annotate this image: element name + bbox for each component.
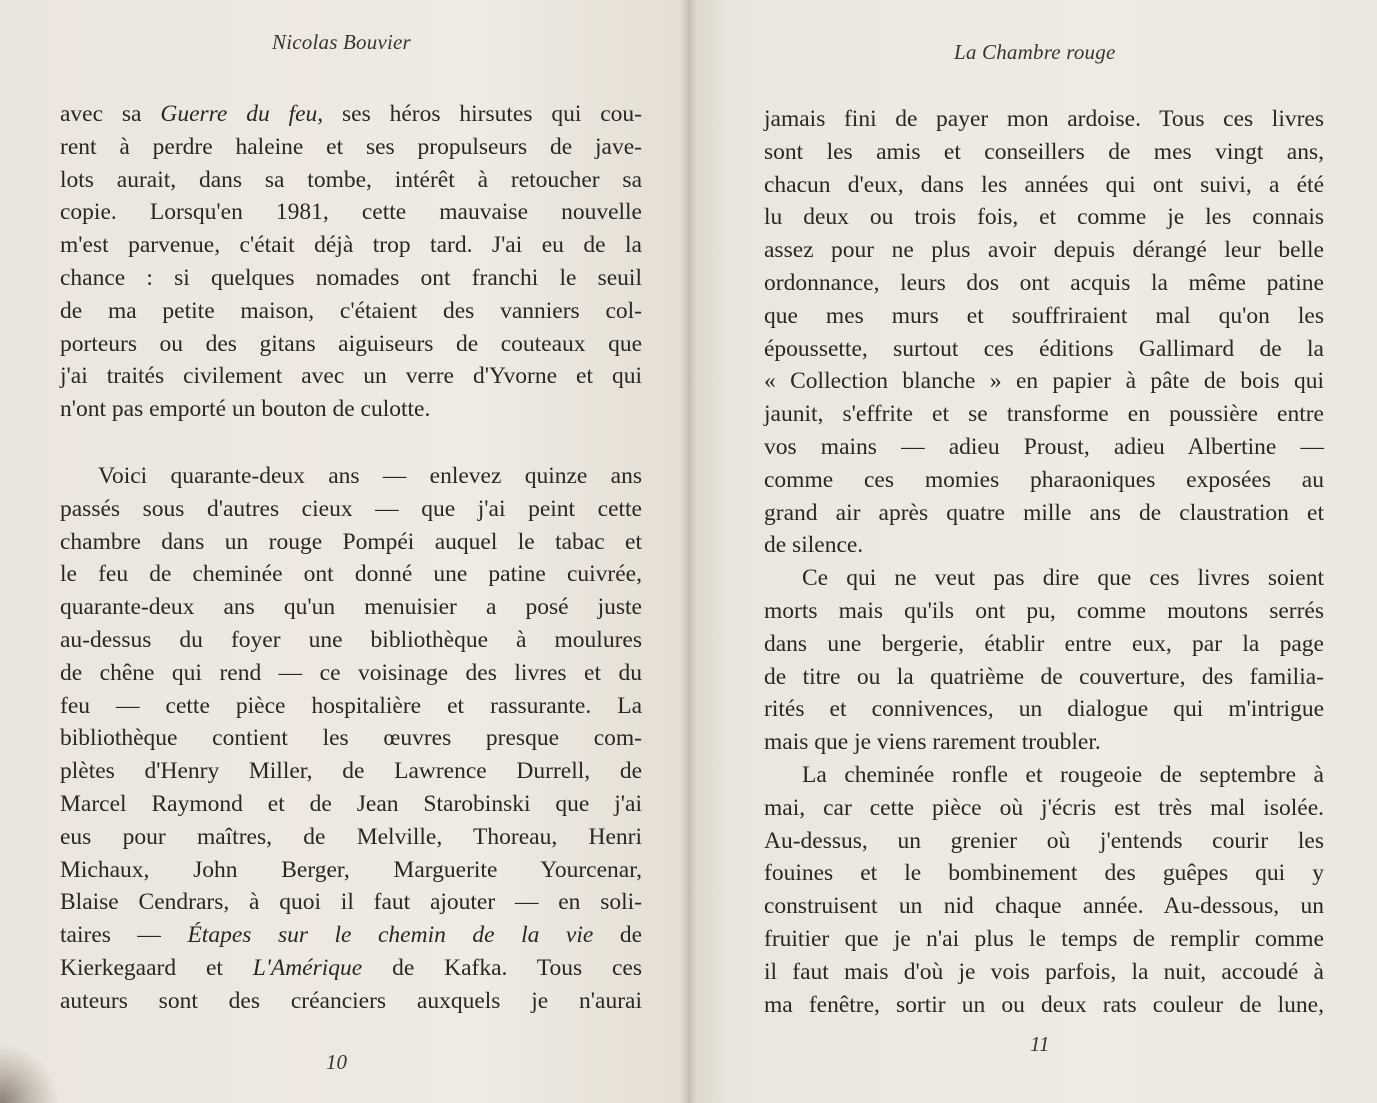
line-text: ma fenêtre, sortir un ou deux rats couleur de lune, — [764, 991, 1324, 1018]
line-text: il faut mais d'où je vois parfois, la nuit, accoudé à — [764, 958, 1324, 985]
text-line — [60, 624, 642, 657]
line-text: Kierkegaard et — [60, 954, 253, 981]
text-line — [764, 398, 1324, 431]
text-line — [60, 854, 642, 887]
text-line — [764, 431, 1324, 464]
line-text: Blaise Cendrars, à quoi il faut ajouter — en soli- — [60, 889, 642, 916]
line-text: fouines et le bombinement des guêpes qui y — [764, 860, 1324, 887]
text-line — [60, 919, 642, 952]
line-text: ordonnance, leurs dos ont acquis la même patine — [764, 269, 1324, 296]
text-line — [60, 985, 642, 1018]
line-text: eus pour maîtres, de Melville, Thoreau, Henri — [60, 823, 642, 850]
line-text: lu deux ou trois fois, et comme je les connais — [764, 204, 1324, 231]
line-text: le feu de cheminée ont donné une patine cuivrée, — [60, 561, 642, 588]
text-line — [60, 821, 642, 854]
line-text: Michaux, John Berger, Marguerite Yourcenar, — [60, 856, 642, 883]
line-text: grand air après quatre mille ans de claustration et — [764, 499, 1324, 526]
text-line — [60, 493, 642, 526]
text-line — [60, 295, 642, 328]
text-line — [764, 989, 1324, 1022]
text-line — [764, 792, 1324, 825]
text-line — [764, 103, 1324, 136]
line-text: j'ai traités civilement avec un verre d'Yvorne et qui — [60, 363, 642, 390]
line-text: de Kafka. Tous ces — [362, 954, 642, 981]
text-line — [764, 497, 1324, 530]
line-text: jamais fini de payer mon ardoise. Tous ces livres — [764, 106, 1324, 132]
line-text: de — [593, 922, 643, 949]
right-page-text — [764, 103, 1324, 1021]
line-text: avec sa — [60, 101, 161, 127]
line-text: chacun d'eux, dans les années qui ont suivi, a été — [764, 171, 1324, 198]
running-head-author: Nicolas Bouvier — [272, 30, 411, 54]
line-text: plètes d'Henry Miller, de Lawrence Durrell, de — [60, 758, 642, 785]
text-line — [60, 393, 642, 426]
line-text: , ses héros hirsutes qui cou- — [317, 101, 642, 127]
text-line — [764, 333, 1324, 366]
text-line — [764, 825, 1324, 858]
text-line — [60, 262, 642, 295]
line-text: de titre ou la quatrième de couverture, des familia- — [764, 663, 1324, 690]
text-line — [764, 923, 1324, 956]
line-text: Au-dessus, un grenier où j'entends courir les — [764, 827, 1324, 854]
line-text: morts mais qu'ils ont pu, comme moutons serrés — [764, 597, 1324, 624]
line-text: copie. Lorsqu'en 1981, cette mauvaise nouvelle — [60, 199, 642, 226]
line-text: chance : si quelques nomades ont franchi le seuil — [60, 264, 642, 291]
line-text: auteurs sont des créanciers auxquels je n'aurai — [60, 987, 642, 1014]
text-line — [60, 196, 642, 229]
line-text: jaunit, s'effrite et se transforme en poussière entre — [764, 401, 1324, 428]
line-text: Marcel Raymond et de Jean Starobinski que j'ai — [60, 790, 642, 817]
line-text: fruitier que je n'ai plus le temps de remplir comme — [764, 925, 1324, 952]
text-line — [764, 201, 1324, 234]
text-line — [60, 131, 642, 164]
text-line — [764, 956, 1324, 989]
text-line — [764, 169, 1324, 202]
line-text: n'ont pas emporté un bouton de culotte. — [60, 396, 431, 423]
line-text: Ce qui ne veut pas dire que ces livres soient — [802, 565, 1324, 592]
text-line — [764, 300, 1324, 333]
line-text: lots aurait, dans sa tombe, intérêt à retoucher sa — [60, 166, 642, 193]
line-text: mai, car cette pièce où j'écris est très mal isolée. — [764, 794, 1324, 821]
line-text: taires — — [60, 922, 188, 949]
line-text: bibliothèque contient les œuvres presque com- — [60, 725, 642, 752]
text-line — [764, 365, 1324, 398]
text-line — [764, 464, 1324, 497]
line-text: de ma petite maison, c'étaient des vanniers col- — [60, 297, 642, 324]
line-text: La cheminée ronfle et rougeoie de septembre à — [802, 761, 1324, 788]
line-text: mais que je viens rarement troubler. — [764, 729, 1101, 756]
book-gutter — [680, 0, 696, 1103]
text-line — [60, 886, 642, 919]
italic-title: L'Amérique — [252, 954, 363, 981]
text-line — [764, 267, 1324, 300]
right-page — [688, 0, 1377, 1103]
line-text: de silence. — [764, 532, 864, 559]
line-text: porteurs ou des gitans aiguiseurs de couteaux que — [60, 330, 642, 357]
text-line — [60, 690, 642, 723]
line-text: de chêne qui rend — ce voisinage des livres et du — [60, 659, 642, 686]
page-number-left: 10 — [326, 1050, 347, 1074]
text-line — [764, 529, 1324, 562]
text-line — [60, 591, 642, 624]
line-text: époussette, surtout ces éditions Gallimard de la — [764, 335, 1324, 362]
text-line — [60, 164, 642, 197]
line-text: au-dessus du foyer une bibliothèque à moulures — [60, 626, 642, 653]
text-line — [764, 234, 1324, 267]
text-line — [764, 759, 1324, 792]
finger-shadow — [0, 1043, 60, 1103]
line-text: assez pour ne plus avoir depuis dérangé leur belle — [764, 237, 1324, 264]
text-line — [764, 661, 1324, 694]
text-line — [60, 952, 642, 985]
line-text: construisent un nid chaque année. Au-dessous, un — [764, 893, 1324, 920]
text-line — [60, 788, 642, 821]
text-line — [60, 657, 642, 690]
line-text: passés sous d'autres cieux — que j'ai peint cette — [60, 495, 642, 522]
italic-title: Guerre du feu — [160, 101, 318, 127]
text-line — [60, 328, 642, 361]
text-line — [60, 526, 642, 559]
paragraph-gap — [60, 426, 642, 460]
text-line — [60, 558, 642, 591]
line-text: sont les amis et conseillers de mes vingt ans, — [764, 138, 1324, 165]
left-page — [0, 0, 688, 1103]
line-text: m'est parvenue, c'était déjà trop tard. J'ai eu de la — [60, 232, 642, 259]
line-text: rent à perdre haleine et ses propulseurs de jave- — [60, 133, 642, 160]
line-text: quarante-deux ans qu'un menuisier a posé juste — [60, 594, 642, 621]
line-text: Voici quarante-deux ans — enlevez quinze ans — [98, 462, 642, 489]
line-text: comme ces momies pharaoniques exposées au — [764, 466, 1324, 493]
text-line — [764, 726, 1324, 759]
running-head-title: La Chambre rouge — [954, 40, 1116, 64]
text-line — [764, 628, 1324, 661]
text-line — [764, 136, 1324, 169]
text-line — [60, 755, 642, 788]
text-line — [764, 857, 1324, 890]
italic-title: Étapes sur le chemin de la vie — [187, 922, 594, 949]
line-text: « Collection blanche » en papier à pâte de bois qui — [764, 368, 1324, 395]
text-line — [60, 229, 642, 262]
line-text: dans une bergerie, établir entre eux, par la page — [764, 630, 1324, 657]
page-number-right: 11 — [1030, 1032, 1050, 1056]
text-line — [60, 98, 642, 131]
line-text: rités et connivences, un dialogue qui m'intrigue — [764, 696, 1324, 723]
line-text: chambre dans un rouge Pompéi auquel le tabac et — [60, 528, 642, 555]
text-line — [764, 562, 1324, 595]
text-line — [764, 595, 1324, 628]
text-line — [60, 460, 642, 493]
text-line — [764, 890, 1324, 923]
text-line — [764, 693, 1324, 726]
line-text: vos mains — adieu Proust, adieu Albertine — — [764, 433, 1324, 460]
left-page-text — [60, 98, 642, 1018]
text-line — [60, 722, 642, 755]
text-line — [60, 360, 642, 393]
line-text: que mes murs et souffriraient mal qu'on les — [764, 302, 1324, 329]
line-text: feu — cette pièce hospitalière et rassurante. La — [60, 692, 642, 719]
